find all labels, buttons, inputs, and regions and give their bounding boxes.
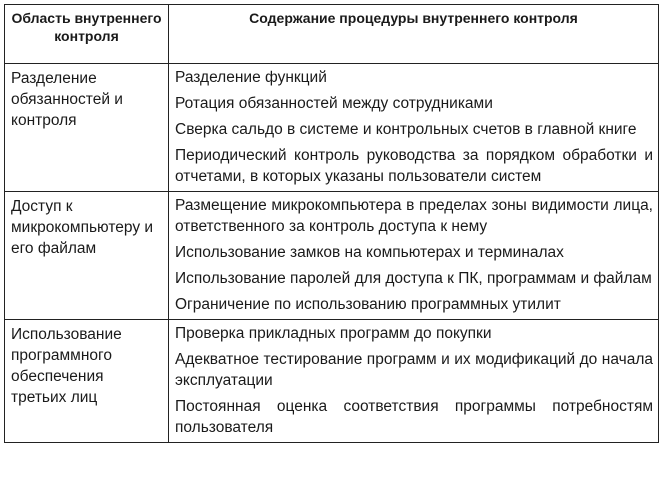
content-cell	[169, 320, 659, 443]
header-content: Содержание процедуры внутреннего контроля	[169, 5, 659, 64]
procedure-item: Использование замков на компьютерах и терминалах	[175, 244, 564, 261]
procedure-item: Адекватное тестирование программ и их модификаций до начала эксплуатации	[175, 351, 653, 389]
table-row	[5, 64, 659, 192]
header-area: Область внутреннего контроля	[5, 5, 169, 64]
area-cell: Доступ к микрокомпьютеру и его файлам	[5, 192, 169, 320]
table-header-row	[5, 5, 659, 64]
procedure-item: Использование паролей для доступа к ПК, программам и файлам	[175, 270, 652, 287]
procedure-item: Сверка сальдо в системе и контрольных счетов в главной книге	[175, 121, 637, 138]
procedure-item: Периодический контроль руководства за порядком обработки и отчетами, в которых указаны пользователи систем	[175, 147, 653, 185]
area-cell: Использование программного обеспечения третьих лиц	[5, 320, 169, 443]
procedure-item: Проверка прикладных программ до покупки	[175, 325, 492, 342]
procedure-item: Размещение микрокомпьютера в пределах зоны видимости лица, ответственного за контроль доступа к нему	[175, 197, 653, 235]
internal-control-table	[4, 4, 659, 443]
area-cell: Разделение обязанностей и контроля	[5, 64, 169, 192]
procedure-item: Разделение функций	[175, 69, 327, 86]
content-cell	[169, 192, 659, 320]
procedure-item: Ротация обязанностей между сотрудниками	[175, 95, 493, 112]
table-row	[5, 320, 659, 443]
table-row	[5, 192, 659, 320]
procedure-item: Ограничение по использованию программных утилит	[175, 296, 561, 313]
content-cell	[169, 64, 659, 192]
procedure-item: Постоянная оценка соответствия программы потребностям пользователя	[175, 398, 653, 436]
